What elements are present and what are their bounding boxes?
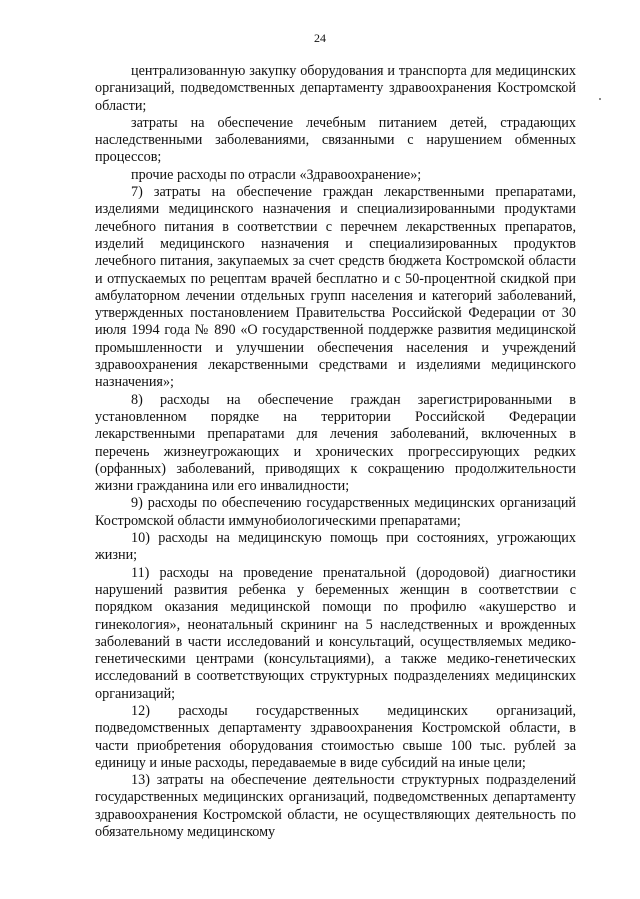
- document-body: [95, 63, 576, 841]
- paragraph-item-13: 13) затраты на обеспечение деятельности структурных подразделений государственных медицинских организаций, подведомственных департаменту здравоохранения Костромской области, не осуществляющих деятельность по обязательному медицинскому: [95, 772, 576, 841]
- paragraph-item-10: 10) расходы на медицинскую помощь при состояниях, угрожающих жизни;: [95, 530, 576, 564]
- paragraph-item-12: 12) расходы государственных медицинских организаций, подведомственных департаменту здравоохранения Костромской области, в части приобретения оборудования стоимостью свыше 100 тыс. рублей за единицу и иные расходы, передаваемые в виде субсидий на иные цели;: [95, 702, 576, 771]
- paragraph-procurement-continuation: централизованную закупку оборудования и транспорта для медицинских организаций, подведомственных департаменту здравоохранения Костромской области;: [95, 63, 576, 114]
- scan-speck: [599, 98, 601, 100]
- paragraph-item-11: 11) расходы на проведение пренатальной (дородовой) диагностики нарушений развития ребенка у беременных женщин в соответствии с порядком оказания медицинской помощи по профилю «акушерство и гинекология», неонатальный скрининг на 5 наследственных и врожденных заболеваний в части исследований и консультаций, осуществляемых медико-генетическими центрами (консультациями), а также медико-генетических исследований в соответствующих структурных подразделениях медицинских организаций;: [95, 564, 576, 702]
- paragraph-item-8: 8) расходы на обеспечение граждан зарегистрированными в установленном порядке на территории Российской Федерации лекарственными препаратами для лечения заболеваний, включенных в перечень жизнеугрожающих и хронических прогрессирующих редких (орфанных) заболеваний, приводящих к сокращению продолжительности жизни гражданина или его инвалидности;: [95, 391, 576, 495]
- paragraph-other-expenses: прочие расходы по отрасли «Здравоохранение»;: [131, 166, 422, 183]
- page-number: 24: [314, 31, 326, 45]
- paragraph-item-7: 7) затраты на обеспечение граждан лекарственными препаратами, изделиями медицинского назначения и специализированными продуктами лечебного питания в соответствии с перечнем лекарственных препаратов, изделий медицинского назначения и специализированных продуктов лечебного питания, закупаемых за счет средств бюджета Костромской области и отпускаемых по рецептам врачей бесплатно и с 50-процентной скидкой при амбулаторном лечении отдельных групп населения и категорий заболеваний, утвержденных постановлением Правительства Российской Федерации от 30 июля 1994 года № 890 «О государственной поддержке развития медицинской промышленности и улучшении обеспечения населения и учреждений здравоохранения лекарственными средствами и изделиями медицинского назначения»;: [95, 184, 576, 391]
- paragraph-item-9: 9) расходы по обеспечению государственных медицинских организаций Костромской области иммунобиологическими препаратами;: [95, 495, 576, 529]
- paragraph-therapeutic-nutrition: затраты на обеспечение лечебным питанием детей, страдающих наследственными заболеваниями, связанными с нарушением обменных процессов;: [95, 114, 576, 166]
